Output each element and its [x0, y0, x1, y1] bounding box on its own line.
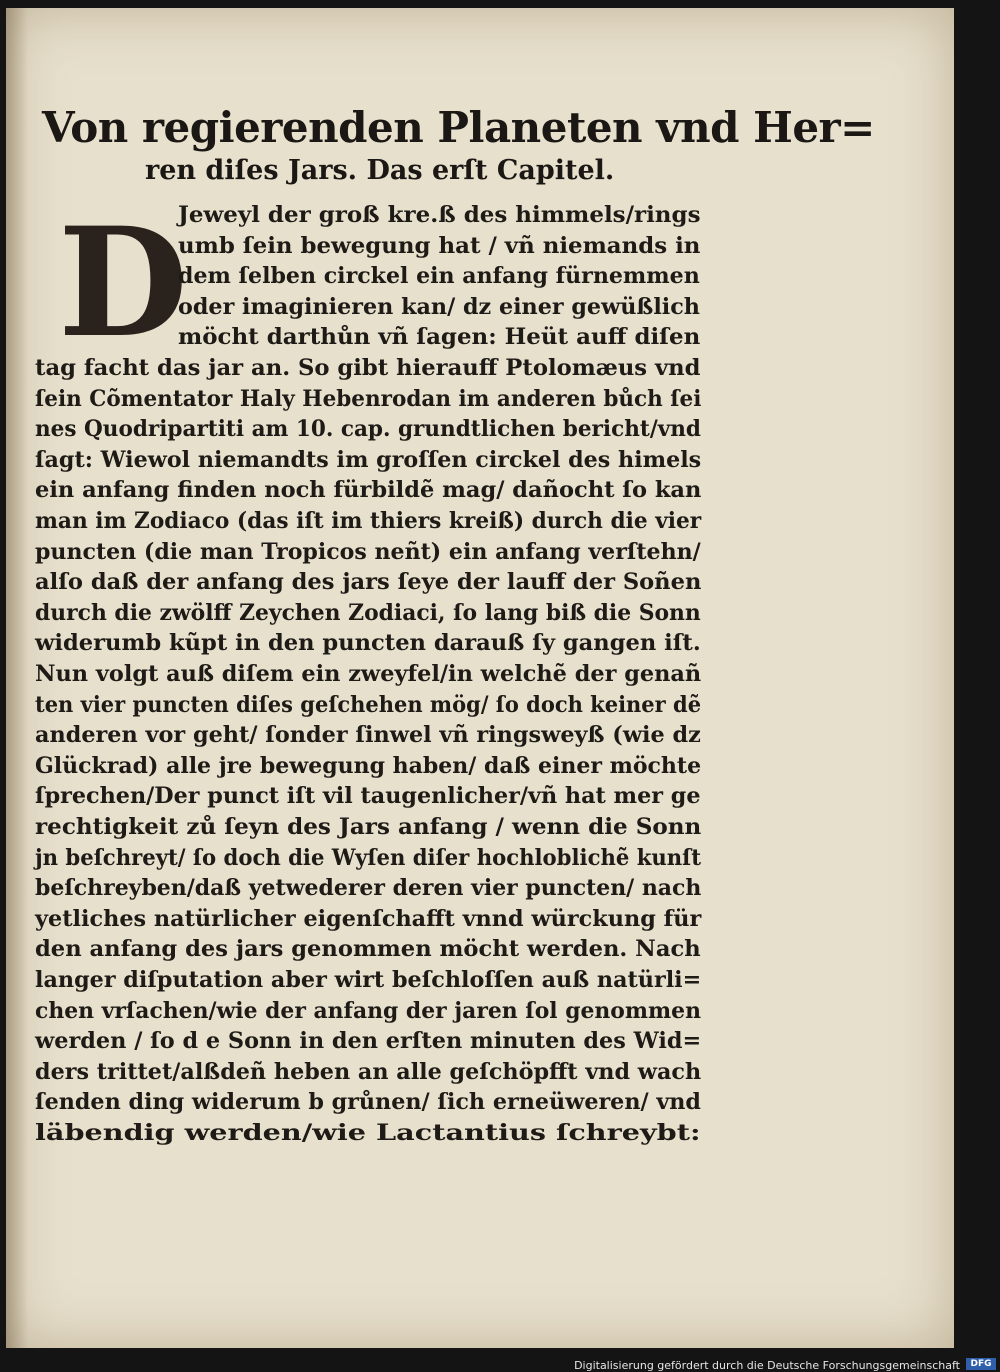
text-line: jn beſchreyt/ ſo doch die Wyſen diſer hochloblichẽ kunſt: [35, 844, 702, 871]
heading-line-2: ren diſes Jars. Das erſt Capitel.: [145, 155, 615, 186]
initial-letter: D: [58, 195, 189, 371]
text-line: durch die zwölff Zeychen Zodiaci, ſo lang biß die Sonn: [35, 599, 701, 626]
text-line: läbendig werden/wie Lactantius ſchreybt:: [35, 1120, 701, 1146]
text-line: den anfang des jars genommen möcht werden. Nach: [35, 936, 701, 963]
text-line: ein anfang finden noch fürbildẽ mag/ dañocht ſo kan: [35, 477, 702, 504]
text-line: Jeweyl der groß kre.ß des himmels/rings: [178, 202, 701, 228]
text-line: langer diſputation aber wirt beſchloſſen auß natürli=: [35, 967, 702, 993]
heading-line-1: Von regierenden Planeten vnd Her=: [42, 103, 875, 152]
text-line: ſein Cõmentator Haly Hebenrodan im anderen bůch ſei: [35, 385, 702, 412]
footer-credit: Digitalisierung gefördert durch die Deutsche Forschungsgemeinschaft: [574, 1359, 960, 1372]
text-line: nes Quodripartiti am 10. cap. grundtlichen bericht/vnd: [35, 416, 701, 443]
text-line: rechtigkeit zů ſeyn des Jars anfang / wenn die Sonn: [35, 814, 702, 840]
text-line: oder imaginieren kan/ dz einer gewüßlich: [178, 293, 700, 320]
text-line: ſenden ding widerum b grůnen/ ſich erneüweren/ vnd: [35, 1089, 701, 1116]
text-line: anderen vor geht/ ſonder ſinwel vñ ringsweyß (wie dz: [35, 722, 701, 749]
text-line: umb ſein bewegung hat / vñ niemands in: [178, 232, 701, 259]
text-line: dem ſelben circkel ein anfang fürnemmen: [178, 263, 700, 290]
text-line: Nun volgt auß diſem ein zweyfel/in welchẽ der genañ: [35, 661, 702, 687]
text-line: man im Zodiaco (das iſt im thiers kreiß) durch die vier: [35, 508, 702, 534]
text-line: ſagt: Wiewol niemandts im groſſen circkel des himels: [35, 446, 702, 473]
book-page: [6, 8, 954, 1348]
text-line: yetliches natürlicher eigenſchafft vnnd würckung für: [35, 905, 702, 932]
body-text: [6, 8, 954, 1348]
text-line: ders trittet/alßdeñ heben an alle geſchöpfft vnd wach: [35, 1058, 702, 1085]
text-line: tag facht das jar an. So gibt hierauff Ptolomæus vnd: [35, 355, 701, 381]
text-line: widerumb kũpt in den puncten darauß ſy gangen iſt.: [35, 630, 701, 657]
text-line: ten vier puncten diſes geſchehen mög/ ſo doch keiner dẽ: [35, 691, 702, 718]
text-line: chen vrſachen/wie der anfang der jaren ſol genommen: [35, 997, 701, 1024]
text-line: alſo daß der anfang des jars ſeye der lauff der Soñen: [35, 569, 702, 596]
text-line: Glückrad) alle jre bewegung haben/ daß einer möchte: [35, 752, 702, 779]
text-line: ſprechen/Der punct iſt vil taugenlicher/vñ hat mer ge: [35, 783, 701, 810]
text-line: möcht darthůn vñ ſagen: Heüt auff diſen: [178, 324, 701, 351]
text-line: beſchreyben/daß yetwederer deren vier puncten/ nach: [35, 875, 702, 902]
text-line: werden / ſo d e Sonn in den erſten minuten des Wid=: [35, 1028, 702, 1055]
dfg-logo-icon: DFG: [966, 1358, 996, 1370]
text-line: puncten (die man Tropicos neñt) ein anfang verſtehn/: [35, 538, 701, 565]
